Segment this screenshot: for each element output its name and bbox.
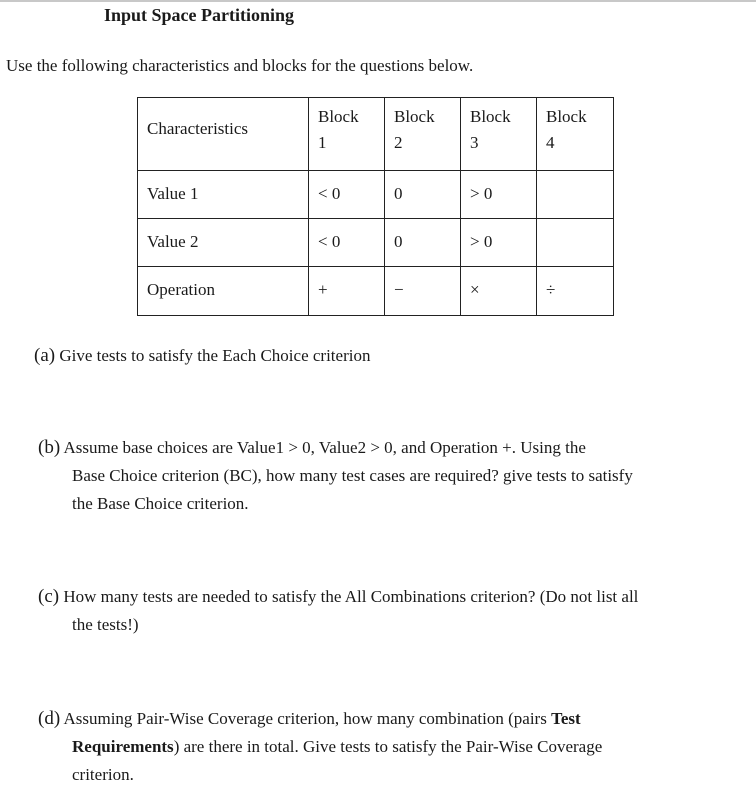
header-block-3-cell xyxy=(461,98,537,171)
row-label-cell xyxy=(138,171,309,219)
header-block-1-num: 1 xyxy=(318,133,327,152)
cell-operation-block-3: × xyxy=(470,280,480,299)
cell-value-1-block-1: < 0 xyxy=(318,184,341,203)
cell-value-2-block-3: > 0 xyxy=(470,232,493,251)
row-label-value-1: Value 1 xyxy=(147,184,199,203)
header-characteristics-cell xyxy=(138,98,309,171)
row-label-cell xyxy=(138,267,309,316)
question-d-line-1: Assuming Pair-Wise Coverage criterion, how many combination (pairs xyxy=(63,709,552,728)
question-d-bold-test: Test xyxy=(551,709,581,728)
cell-operation-block-1: + xyxy=(318,280,328,299)
question-d xyxy=(38,705,738,789)
header-block-4-num: 4 xyxy=(546,133,555,152)
table-cell xyxy=(461,171,537,219)
cell-value-2-block-2: 0 xyxy=(394,232,403,251)
cell-operation-block-2: − xyxy=(394,280,404,299)
row-label-cell xyxy=(138,219,309,267)
cell-value-2-block-1: < 0 xyxy=(318,232,341,251)
cell-operation-block-4: ÷ xyxy=(546,280,556,299)
cell-value-2-block-4 xyxy=(537,219,613,229)
question-c-label: (c) xyxy=(38,586,60,607)
header-block-4-word: Block xyxy=(546,107,587,126)
table-cell xyxy=(537,267,614,316)
header-characteristics: Characteristics xyxy=(147,119,249,138)
header-block-4-cell xyxy=(537,98,614,171)
table-cell xyxy=(537,219,614,267)
question-d-label: (d) xyxy=(38,708,61,729)
header-block-3-num: 3 xyxy=(470,133,479,152)
table-cell xyxy=(461,219,537,267)
question-a-label: (a) xyxy=(34,345,56,366)
table-cell xyxy=(309,219,385,267)
question-a xyxy=(34,342,370,370)
header-block-2-word: Block xyxy=(394,107,435,126)
table-cell xyxy=(385,219,461,267)
row-label-value-2: Value 2 xyxy=(147,232,199,251)
header-block-1-cell xyxy=(309,98,385,171)
question-d-bold-requirements: Requirements xyxy=(72,737,174,756)
partition-table xyxy=(137,97,614,316)
table-cell xyxy=(309,171,385,219)
question-d-line-2 xyxy=(38,733,738,761)
table-cell xyxy=(537,171,614,219)
row-label-operation: Operation xyxy=(147,280,215,299)
question-c-line-1: How many tests are needed to satisfy the All Combinations criterion? (Do not list all xyxy=(63,587,639,606)
question-d-line-3: criterion. xyxy=(72,765,134,784)
header-block-2-cell xyxy=(385,98,461,171)
table-cell xyxy=(385,267,461,316)
table-cell xyxy=(385,171,461,219)
question-b-label: (b) xyxy=(38,437,61,458)
header-block-1-word: Block xyxy=(318,107,359,126)
question-b-line-3: the Base Choice criterion. xyxy=(72,494,249,513)
table-cell xyxy=(309,267,385,316)
question-c-line-2: the tests!) xyxy=(72,615,139,634)
top-rule xyxy=(0,0,756,2)
cell-value-1-block-4 xyxy=(537,171,613,181)
table-row-value-2 xyxy=(138,219,614,267)
table-row-operation xyxy=(138,267,614,316)
cell-value-1-block-2: 0 xyxy=(394,184,403,203)
header-block-3-word: Block xyxy=(470,107,511,126)
question-b-line-2: Base Choice criterion (BC), how many test cases are required? give tests to satisfy xyxy=(72,466,633,485)
question-b-line-1: Assume base choices are Value1 > 0, Value2 > 0, and Operation +. Using the xyxy=(63,438,586,457)
intro-text: Use the following characteristics and blocks for the questions below. xyxy=(6,56,474,75)
table-header-row xyxy=(138,98,614,171)
question-c xyxy=(38,583,750,639)
question-b xyxy=(38,434,738,518)
page-title: Input Space Partitioning xyxy=(104,5,295,25)
question-d-line-2-text: ) are there in total. Give tests to satisfy the Pair-Wise Coverage xyxy=(173,737,603,756)
question-a-text: Give tests to satisfy the Each Choice criterion xyxy=(59,346,371,365)
header-block-2-num: 2 xyxy=(394,133,403,152)
cell-value-1-block-3: > 0 xyxy=(470,184,493,203)
table-row-value-1 xyxy=(138,171,614,219)
table-cell xyxy=(461,267,537,316)
